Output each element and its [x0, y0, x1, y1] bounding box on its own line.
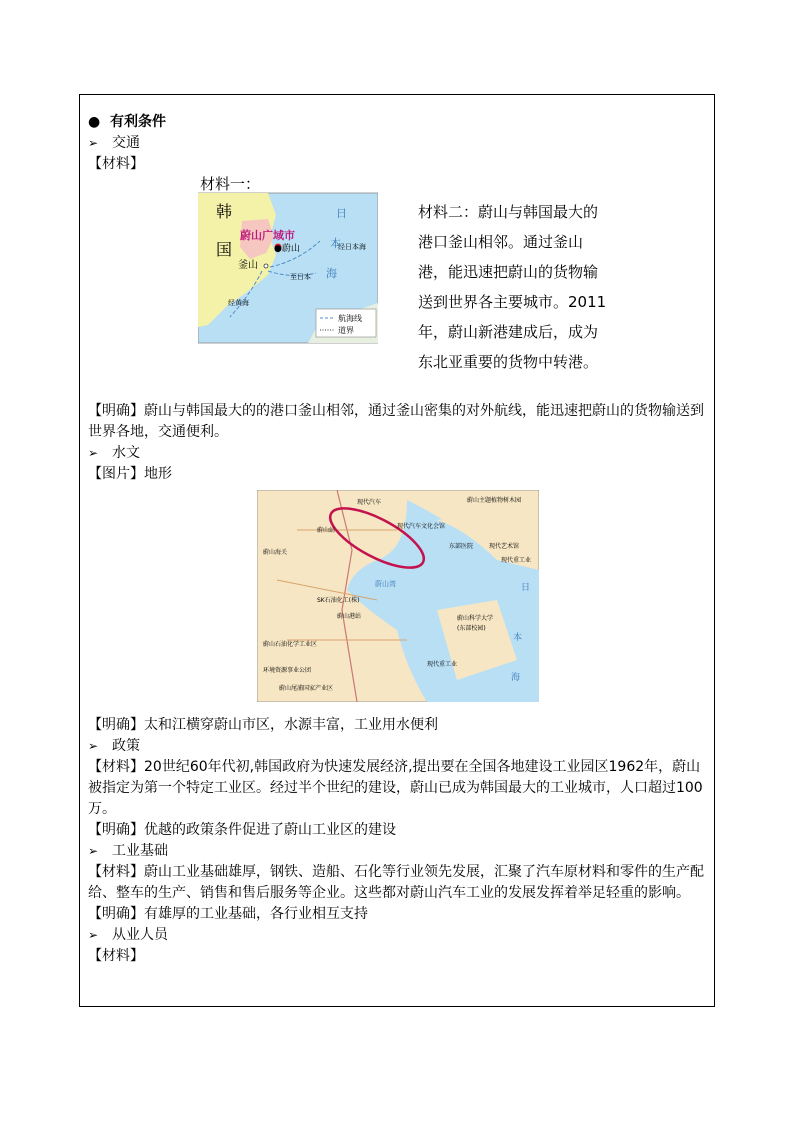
policy-material: 【材料】20世纪60年代初,韩国政府为快速发展经济,提出要在全国各地建设工业园区1962年，蔚山被指定为第一个特定工业区。经过半个世纪的建设，蔚山已成为韩国最大的工业城市，人口超过100万。 [88, 759, 703, 817]
map-label-to-japan: 至日本 [290, 273, 311, 281]
map2-label-env-corp: 环境资源事业公团 [263, 667, 312, 674]
section-title: 有利条件 [110, 114, 166, 130]
heading-text: 工业基础 [112, 843, 168, 859]
map-label-city-region: 蔚山广域市 [240, 229, 295, 242]
map-label-sea-ben: 本 [330, 237, 341, 250]
map2-label-national-park: 蔚山尾浦国家产业区 [279, 685, 334, 692]
bullet-dot-icon: ● [88, 114, 101, 130]
workers-heading [88, 925, 710, 946]
industry-heading [88, 841, 710, 862]
material1-caption: 材料一： [200, 175, 261, 193]
transport-heading [88, 133, 710, 154]
map-label-to-japan-sea: 经日本海 [338, 243, 366, 251]
map-label-ulsan: ●蔚山 [274, 244, 300, 254]
heading-text: 水文 [112, 445, 140, 461]
hydrology-heading [88, 443, 710, 464]
map-label-korea-2: 国 [216, 240, 233, 259]
terrain-map-wrap [88, 485, 710, 715]
korea-japan-map [198, 175, 378, 350]
map-label-to-yellow-sea: 经黄海 [228, 299, 249, 307]
bullet-heading [88, 112, 710, 133]
arrow-bullet-icon: ➢ [88, 928, 99, 942]
map2-label-sea-ben: 本 [513, 633, 523, 643]
arrow-bullet-icon: ➢ [88, 446, 99, 460]
map-label-busan: 釜山 [238, 260, 258, 271]
heading-text: 从业人员 [112, 927, 168, 943]
material2-text: 材料二：蔚山与韩国最大的港口釜山相邻。通过釜山港，能迅速把蔚山的货物输送到世界各主要城市。2011年，蔚山新港建成后，成为东北亚重要的货物中转港。 [418, 203, 607, 371]
map2-label-ulsan-park: 蔚山主题植物树木园 [467, 497, 522, 504]
ulsan-terrain-map [257, 490, 539, 702]
map-label-sea-ri: 日 [336, 207, 347, 220]
map2-label-ulsan-bay: 蔚山湾 [375, 580, 396, 588]
industry-material: 【材料】蔚山工业基础雄厚，钢铁、造船、石化等行业领先发展，汇聚了汽车原材料和零件的生产配给、整车的生产、销售和售后服务等企业。这些都对蔚山汽车工业的发展发挥着举足轻重的影响。 [88, 864, 704, 901]
transport-material-label: 【材料】 [88, 156, 144, 172]
map-legend-border: 道界 [338, 326, 354, 335]
map2-label-heavy-industry: 现代重工业 [501, 557, 532, 564]
map2-label-art-museum: 现代艺术馆 [489, 543, 520, 550]
industry-clarify: 【明确】有雄厚的工业基础，各行业相互支持 [88, 906, 368, 922]
map2-label-hyundai-culture: 现代汽车文化会馆 [397, 523, 446, 530]
map-legend-route: 航海线 [338, 314, 362, 323]
workers-material-label: 【材料】 [88, 948, 144, 964]
hydrology-clarify: 【明确】太和江横穿蔚山市区，水源丰富，工业用水便利 [88, 717, 438, 733]
map2-label-hyundai-plant: 现代汽车 [357, 499, 382, 506]
map2-label-east-campus: (东部校园) [457, 625, 486, 632]
map2-label-ulsan-customs: 蔚山海关 [263, 549, 288, 556]
map2-label-petrochem: 蔚山石油化学工业区 [263, 641, 318, 648]
map2-label-ulsan-station: 蔚山站 [317, 527, 336, 534]
transport-materials [88, 175, 710, 401]
map2-label-heavy-industry-2: 现代重工业 [427, 661, 458, 668]
arrow-bullet-icon: ➢ [88, 739, 99, 753]
map2-label-east-hospital: 东部医院 [449, 543, 474, 550]
map2-label-sk: SK石油化工(株) [317, 597, 360, 604]
document-content [88, 112, 710, 967]
map-label-korea-1: 韩 [216, 202, 233, 221]
arrow-bullet-icon: ➢ [88, 136, 99, 150]
map2-label-port-station: 蔚山港站 [337, 613, 362, 620]
transport-clarify: 【明确】蔚山与韩国最大的的港口釜山相邻，通过釜山密集的对外航线，能迅速把蔚山的货物输送到世界各地，交通便利。 [88, 403, 704, 440]
map2-label-sea-ri: 日 [521, 583, 531, 593]
hydrology-picture-label: 【图片】地形 [88, 466, 172, 482]
heading-text: 交通 [112, 135, 140, 151]
map2-label-sea-hai: 海 [511, 673, 521, 683]
map2-label-science-univ: 蔚山科学大学 [457, 615, 494, 622]
arrow-bullet-icon: ➢ [88, 844, 99, 858]
map-label-sea-hai: 海 [326, 267, 337, 280]
policy-clarify: 【明确】优越的政策条件促进了蔚山工业区的建设 [88, 822, 396, 838]
heading-text: 政策 [112, 738, 140, 754]
policy-heading [88, 736, 710, 757]
